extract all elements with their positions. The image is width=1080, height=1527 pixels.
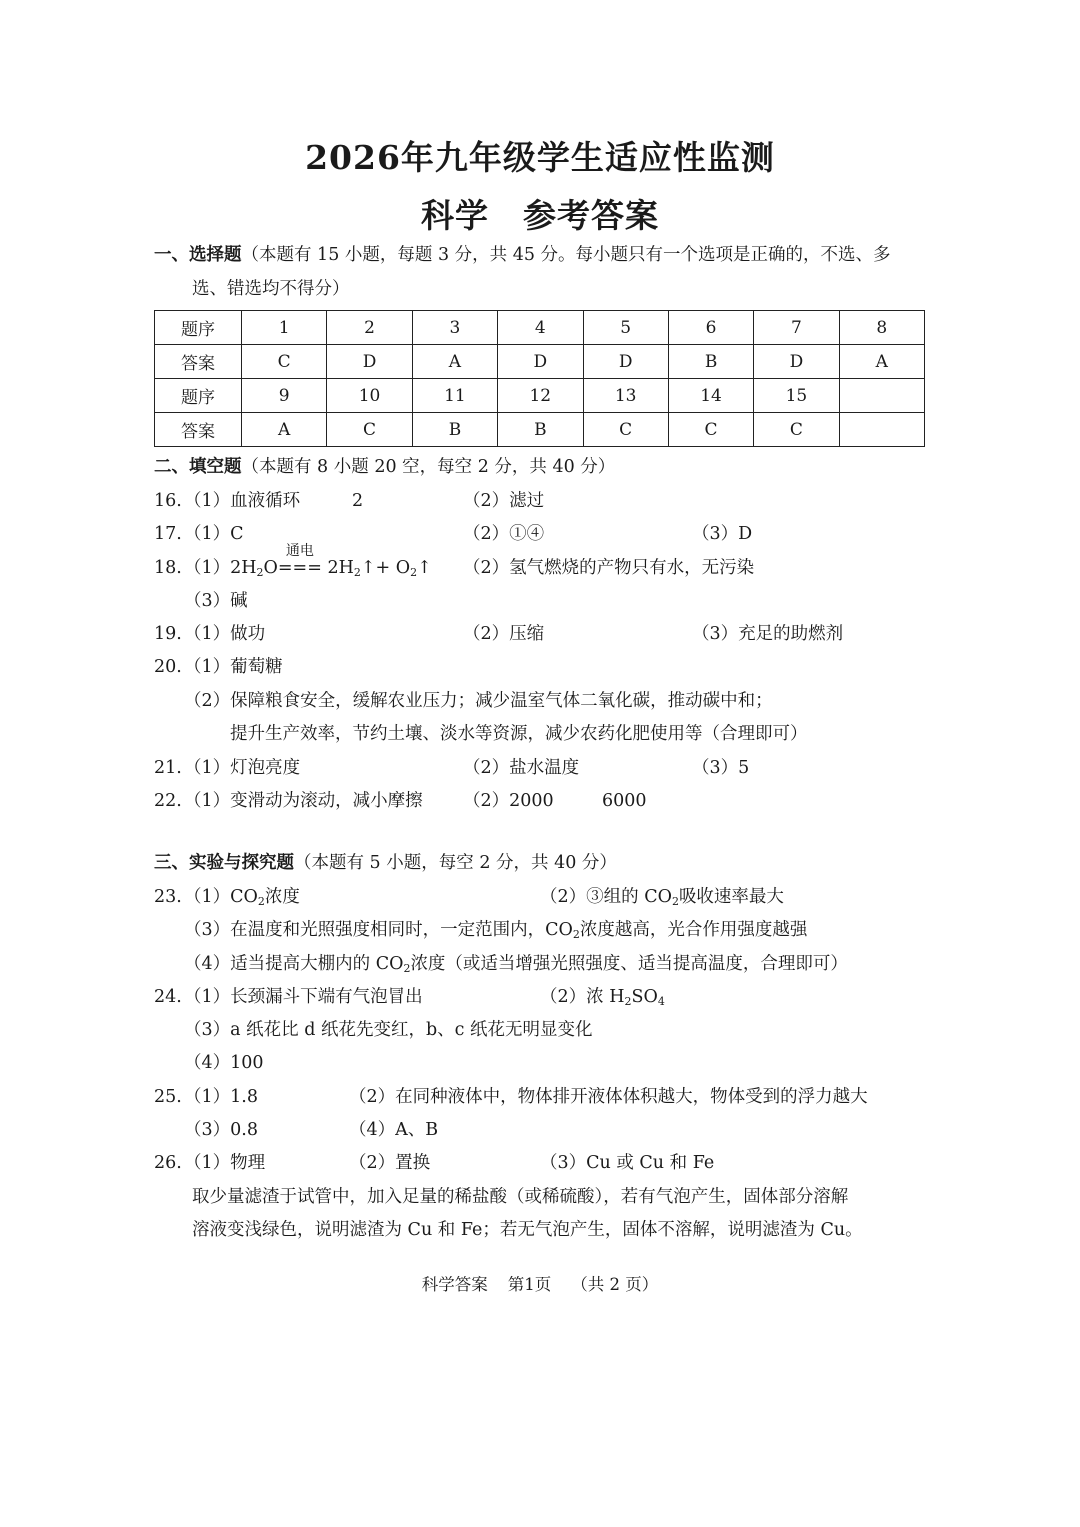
section3-header (154, 852, 617, 874)
section1-desc: （本题有 15 小题，每题 3 分，共 45 分。每小题只有一个选项是正确的，不选、多 (241, 245, 891, 265)
table-cell: A (412, 345, 497, 379)
table-cell: 4 (498, 311, 583, 345)
table-cell: 3 (412, 311, 497, 345)
table-cell: A (839, 345, 924, 379)
q23-part4: （4）适当提高大棚内的 $CO_2$浓度（或适当增强光照强度、适当提高温度，合理即可） (184, 954, 848, 975)
table-cell: 9 (242, 379, 327, 413)
q23-part1: $(1)CO_2$浓度 (184, 887, 300, 908)
q17-part3: （3）D (692, 524, 753, 544)
q16-number: 16. (154, 491, 182, 511)
q23-part3: （3）在温度和光照强度相同时，一定范围内，$CO_2$浓度越高，光合作用强度越强 (184, 920, 808, 941)
row-label-question: 题序 (155, 379, 242, 413)
q25-part2: （2）在同种液体中，物体排开液体体积越大，物体受到的浮力越大 (349, 1087, 868, 1107)
q18-part1-equation: $(1)2H_2O$ 通电 === $2H_2↑+$ $O_2↑$ (184, 557, 432, 584)
table-cell: C (754, 413, 839, 447)
q26-explanation-line2: 溶液变浅绿色，说明滤渣为 Cu 和 Fe；若无气泡产生，固体不溶解，说明滤渣为 Cu。 (192, 1220, 863, 1240)
section1-desc-line2: 选、错选均不得分） (192, 279, 350, 299)
table-cell: 11 (412, 379, 497, 413)
q25-number: 25. (154, 1087, 182, 1107)
exam-subtitle (0, 190, 1080, 237)
q16-part1: （1）血液循环 (184, 491, 301, 511)
row-label-question: 题序 (155, 311, 242, 345)
table-cell (839, 413, 924, 447)
q24-part2: （2）浓 $H_2SO_4$ (540, 987, 665, 1008)
row-label-answer: 答案 (155, 345, 242, 379)
q19-part1: （1）做功 (184, 624, 266, 644)
exam-title: 2026年九年级学生适应性监测 (305, 138, 775, 177)
subject-label: 科学 (421, 196, 489, 235)
reaction-arrow: 通电 === (278, 557, 322, 579)
q26-part3: （3）Cu 或 Cu 和 Fe (540, 1153, 715, 1173)
q16-part2: （2）滤过 (463, 491, 545, 511)
table-cell: 13 (583, 379, 668, 413)
q21-part2: （2）盐水温度 (463, 758, 580, 778)
q26-part2: （2）置换 (349, 1153, 431, 1173)
q22-part1: （1）变滑动为滚动，减小摩擦 (184, 791, 423, 811)
page-number: 第1页 (507, 1275, 552, 1294)
section1-heading: 一、选择题 (154, 245, 242, 265)
table-cell: B (498, 413, 583, 447)
answer-key-label: 参考答案 (523, 196, 659, 235)
table-cell: C (583, 413, 668, 447)
section3-desc: （本题有 5 小题，每空 2 分，共 40 分） (294, 853, 617, 873)
table-cell: 14 (668, 379, 753, 413)
q25-part3: （3）0.8 (184, 1120, 258, 1140)
q19-part3: （3）充足的助燃剂 (692, 624, 844, 644)
page-footer (0, 1271, 1080, 1295)
footer-subject: 科学答案 (421, 1275, 488, 1294)
q16-part1-b: 2 (352, 491, 364, 511)
table-cell: 5 (583, 311, 668, 345)
q24-part4: （4）100 (184, 1053, 264, 1073)
q22-number: 22. (154, 791, 182, 811)
q20-part1: （1）葡萄糖 (184, 657, 283, 677)
section2-desc: （本题有 8 小题 20 空，每空 2 分，共 40 分） (241, 457, 616, 477)
section2-heading: 二、填空题 (154, 457, 242, 477)
q26-part1: （1）物理 (184, 1153, 266, 1173)
table-row (155, 311, 925, 345)
q18-part2: （2）氢气燃烧的产物只有水，无污染 (463, 558, 755, 578)
table-cell (839, 379, 924, 413)
section1-header (154, 244, 891, 266)
table-cell: D (754, 345, 839, 379)
table-cell: 6 (668, 311, 753, 345)
row-label-answer: 答案 (155, 413, 242, 447)
table-cell: A (242, 413, 327, 447)
q25-part1: （1）1.8 (184, 1087, 258, 1107)
table-cell: 15 (754, 379, 839, 413)
table-cell: 2 (327, 311, 412, 345)
q20-number: 20. (154, 657, 182, 677)
choice-answer-table (154, 310, 925, 447)
q25-part4: （4）A、B (349, 1120, 439, 1140)
q20-part2-line1: （2）保障粮食安全，缓解农业压力；减少温室气体二氧化碳，推动碳中和； (184, 691, 773, 711)
reaction-condition: 通电 (285, 543, 314, 559)
table-cell: C (242, 345, 327, 379)
page-total: （共 2 页） (571, 1275, 659, 1294)
table-cell: B (412, 413, 497, 447)
q24-number: 24. (154, 987, 182, 1007)
table-cell: 8 (839, 311, 924, 345)
q26-number: 26. (154, 1153, 182, 1173)
table-cell: D (327, 345, 412, 379)
table-cell: D (583, 345, 668, 379)
q17-part1: （1）C (184, 524, 244, 544)
q22-part2-b: 6000 (602, 791, 647, 811)
table-row (155, 379, 925, 413)
table-cell: B (668, 345, 753, 379)
q18-number: 18. (154, 558, 182, 578)
q17-number: 17. (154, 524, 182, 544)
q20-part2-line2: 提升生产效率，节约土壤、淡水等资源，减少农药化肥使用等（合理即可） (230, 724, 808, 744)
q19-part2: （2）压缩 (463, 624, 545, 644)
table-cell: D (498, 345, 583, 379)
q24-part3: （3）a 纸花比 d 纸花先变红，b、c 纸花无明显变化 (184, 1020, 593, 1040)
section2-header (154, 456, 615, 478)
q26-explanation-line1: 取少量滤渣于试管中，加入足量的稀盐酸（或稀硫酸），若有气泡产生，固体部分溶解 (192, 1187, 849, 1207)
section3-heading: 三、实验与探究题 (154, 853, 294, 873)
table-cell: 7 (754, 311, 839, 345)
q22-part2: （2）2000 (463, 791, 554, 811)
q23-number: 23. (154, 887, 182, 907)
q17-part2: （2）①④ (463, 524, 545, 544)
table-row (155, 413, 925, 447)
table-cell: 1 (242, 311, 327, 345)
q19-number: 19. (154, 624, 182, 644)
table-row (155, 345, 925, 379)
table-cell: C (327, 413, 412, 447)
table-cell: 10 (327, 379, 412, 413)
q21-part3: （3）5 (692, 758, 750, 778)
q21-number: 21. (154, 758, 182, 778)
table-cell: C (668, 413, 753, 447)
q23-part2: （2）③组的 $CO_2$吸收速率最大 (540, 887, 784, 908)
q18-part3: （3）碱 (184, 591, 248, 611)
table-cell: 12 (498, 379, 583, 413)
q21-part1: （1）灯泡亮度 (184, 758, 301, 778)
q24-part1: （1）长颈漏斗下端有气泡冒出 (184, 987, 423, 1007)
